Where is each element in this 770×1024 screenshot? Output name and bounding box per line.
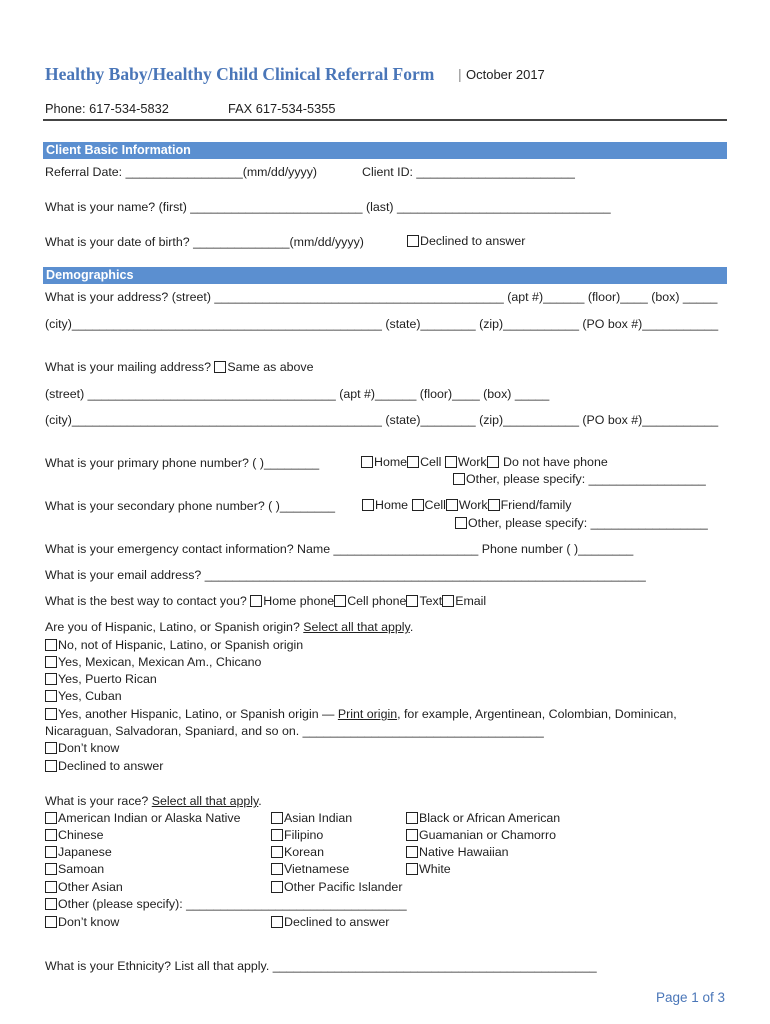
question-label: What is your mailing address? [45, 360, 211, 374]
primary-phone-type-options [361, 455, 608, 470]
checkbox[interactable] [45, 690, 57, 702]
option-label: Yes, another Hispanic, Latino, or Spanish origin — [58, 707, 338, 721]
option-label: Other Asian [58, 880, 123, 894]
cell-phone-checkbox[interactable] [334, 595, 346, 607]
option-label: Declined to answer [284, 915, 390, 929]
option-label: Declined to answer [420, 234, 526, 248]
checkbox[interactable] [406, 863, 418, 875]
option-label: Text [419, 594, 443, 608]
fax-number: FAX 617-534-5355 [228, 101, 336, 116]
form-title: Healthy Baby/Healthy Child Clinical Referral Form [45, 64, 435, 84]
option-label: Don’t know [58, 915, 120, 929]
option-label: Work [458, 498, 488, 512]
checkbox[interactable] [45, 863, 57, 875]
section-client-basic [43, 142, 727, 159]
checkbox[interactable] [45, 656, 57, 668]
option-label: Chinese [58, 828, 104, 842]
address-city-field[interactable]: (city)_____________________________________________ (state)________ (zip)___________ (PO box #)___________ [45, 317, 719, 331]
checkbox[interactable] [271, 829, 283, 841]
option-label: American Indian or Alaska Native [58, 811, 241, 825]
ethnicity-field[interactable]: What is your Ethnicity? List all that apply. _______________________________________________ [45, 959, 597, 973]
option-label: Don’t know [58, 741, 120, 755]
option-label: Home [374, 455, 408, 469]
race-option[interactable] [45, 828, 103, 843]
option-label: Yes, Mexican, Mexican Am., Chicano [58, 655, 262, 669]
option-label: Cell phone [347, 594, 407, 608]
section-heading: Demographics [46, 268, 134, 282]
secondary-phone-field[interactable]: What is your secondary phone number? ( )________ [45, 499, 335, 513]
checkbox[interactable] [45, 760, 57, 772]
option-label: Yes, Puerto Rican [58, 672, 157, 686]
hispanic-option-mexican[interactable] [45, 655, 261, 670]
page-number: Page 1 of 3 [656, 990, 726, 1005]
email-field[interactable]: What is your email address? ________________________________________________________________ [45, 568, 646, 582]
text-checkbox[interactable] [406, 595, 418, 607]
work-checkbox[interactable] [445, 456, 457, 468]
form-date: October 2017 [466, 67, 545, 82]
question-emphasis: Select all that apply [151, 794, 259, 808]
race-option-other[interactable] [45, 897, 407, 912]
question-punct: . [409, 620, 414, 634]
race-option[interactable] [45, 845, 112, 860]
checkbox[interactable] [45, 898, 57, 910]
cell-checkbox[interactable] [407, 456, 419, 468]
hispanic-option-no[interactable] [45, 638, 303, 653]
option-label: Yes, Cuban [58, 689, 122, 703]
checkbox[interactable] [45, 742, 57, 754]
section-heading: Client Basic Information [46, 143, 191, 157]
other-checkbox[interactable] [453, 473, 465, 485]
dob-declined-option[interactable] [407, 234, 525, 249]
hispanic-option-cuban[interactable] [45, 689, 122, 704]
question-label: What is your race? [45, 794, 152, 808]
checkbox[interactable] [271, 916, 283, 928]
race-option[interactable] [271, 811, 352, 826]
option-label: Cell [420, 455, 442, 469]
option-label: Declined to answer [58, 759, 164, 773]
emergency-contact-field[interactable]: What is your emergency contact information? Name _____________________ Phone number ( )________ [45, 542, 634, 556]
race-option-declined[interactable] [271, 915, 389, 930]
option-label: Do not have phone [503, 455, 608, 469]
question-punct: . [258, 794, 262, 808]
checkbox[interactable] [45, 639, 57, 651]
hispanic-option-dont-know[interactable] [45, 741, 119, 756]
race-option-dont-know[interactable] [45, 915, 119, 930]
option-label: Friend/family [500, 498, 572, 512]
hispanic-option-another[interactable] [45, 707, 677, 722]
mailing-street-field[interactable]: (street) ____________________________________ (apt #)______ (floor)____ (box) _____ [45, 387, 550, 401]
checkbox[interactable] [271, 881, 283, 893]
hispanic-origin-print-field[interactable]: Nicaraguan, Salvadoran, Spaniard, and so on. ___________________________________ [45, 724, 544, 738]
question-label: What is the best way to contact you? [45, 594, 247, 608]
option-label: Other (please specify): ________________________________ [58, 897, 407, 911]
checkbox[interactable] [406, 829, 418, 841]
race-option[interactable] [406, 828, 556, 843]
friend-family-checkbox[interactable] [488, 499, 500, 511]
email-checkbox[interactable] [442, 595, 454, 607]
option-label: Vietnamese [284, 862, 350, 876]
work-checkbox[interactable] [446, 499, 458, 511]
option-emphasis: Print origin [337, 707, 398, 721]
checkbox[interactable] [45, 708, 57, 720]
hispanic-option-puerto-rican[interactable] [45, 672, 157, 687]
option-label: White [419, 862, 451, 876]
race-option[interactable] [45, 862, 104, 877]
race-option[interactable] [271, 845, 324, 860]
other-checkbox[interactable] [455, 517, 467, 529]
primary-phone-field[interactable]: What is your primary phone number? ( )________ [45, 456, 320, 470]
race-option[interactable] [271, 862, 349, 877]
phone-number: Phone: 617-534-5832 [45, 101, 169, 116]
checkbox[interactable] [406, 812, 418, 824]
option-label: Black or African American [419, 811, 561, 825]
race-question [45, 794, 262, 809]
race-option[interactable] [45, 880, 123, 895]
race-option[interactable] [45, 811, 241, 826]
section-demographics [43, 267, 727, 284]
option-label-cont: , for example, Argentinean, Colombian, Dominican, [397, 707, 677, 721]
option-label: Home [375, 498, 409, 512]
option-label: Other, please specify: _________________ [466, 472, 706, 486]
checkbox[interactable] [271, 812, 283, 824]
cell-checkbox[interactable] [412, 499, 424, 511]
secondary-phone-type-options [362, 498, 571, 513]
home-checkbox[interactable] [361, 456, 373, 468]
checkbox[interactable] [45, 916, 57, 928]
race-option[interactable] [271, 828, 323, 843]
client-id-field[interactable]: Client ID: _______________________ [362, 165, 575, 179]
option-label: Cell [424, 498, 446, 512]
hispanic-question [45, 620, 413, 635]
checkbox[interactable] [45, 881, 57, 893]
no-phone-checkbox[interactable] [487, 456, 499, 468]
option-label: Samoan [58, 862, 105, 876]
checkbox[interactable] [45, 829, 57, 841]
checkbox[interactable] [45, 673, 57, 685]
race-option[interactable] [271, 880, 402, 895]
option-label: Same as above [227, 360, 314, 374]
referral-date-field[interactable]: Referral Date: _________________(mm/dd/yyyy) [45, 165, 318, 179]
question-emphasis: Select all that apply [303, 620, 410, 634]
option-label: Other, please specify: _________________ [468, 516, 708, 530]
option-label: Asian Indian [284, 811, 353, 825]
race-option[interactable] [406, 845, 509, 860]
header-rule [43, 119, 727, 121]
option-label: No, not of Hispanic, Latino, or Spanish origin [58, 638, 304, 652]
race-option[interactable] [406, 811, 560, 826]
option-label: Filipino [284, 828, 324, 842]
checkbox[interactable] [407, 235, 419, 247]
same-as-above-checkbox[interactable] [214, 361, 226, 373]
secondary-other-option[interactable] [455, 516, 708, 531]
checkbox[interactable] [406, 846, 418, 858]
checkbox[interactable] [271, 846, 283, 858]
question-label: Are you of Hispanic, Latino, or Spanish origin? [45, 620, 304, 634]
option-label: Work [457, 455, 487, 469]
option-label: Korean [284, 845, 324, 859]
checkbox[interactable] [271, 863, 283, 875]
mailing-city-field[interactable]: (city)_____________________________________________ (state)________ (zip)___________ (PO box #)___________ [45, 413, 719, 427]
dob-field[interactable]: What is your date of birth? ______________(mm/dd/yyyy) [45, 235, 364, 249]
checkbox[interactable] [45, 812, 57, 824]
title-separator: | [458, 66, 462, 82]
option-label: Home phone [263, 594, 335, 608]
home-phone-checkbox[interactable] [250, 595, 262, 607]
primary-other-option[interactable] [453, 472, 706, 487]
mailing-address-question [45, 360, 314, 375]
hispanic-option-declined[interactable] [45, 759, 163, 774]
option-label: Email [455, 594, 487, 608]
checkbox[interactable] [45, 846, 57, 858]
option-label: Guamanian or Chamorro [419, 828, 557, 842]
contact-method-question [45, 594, 486, 609]
option-label: Other Pacific Islander [284, 880, 403, 894]
address-street-field[interactable]: What is your address? (street) __________________________________________ (apt #)______ (floor)____ (box) _____ [45, 290, 718, 304]
option-label: Japanese [58, 845, 112, 859]
home-checkbox[interactable] [362, 499, 374, 511]
race-option[interactable] [406, 862, 451, 877]
option-label: Native Hawaiian [419, 845, 509, 859]
name-field[interactable]: What is your name? (first) _________________________ (last) _______________________________ [45, 200, 611, 214]
